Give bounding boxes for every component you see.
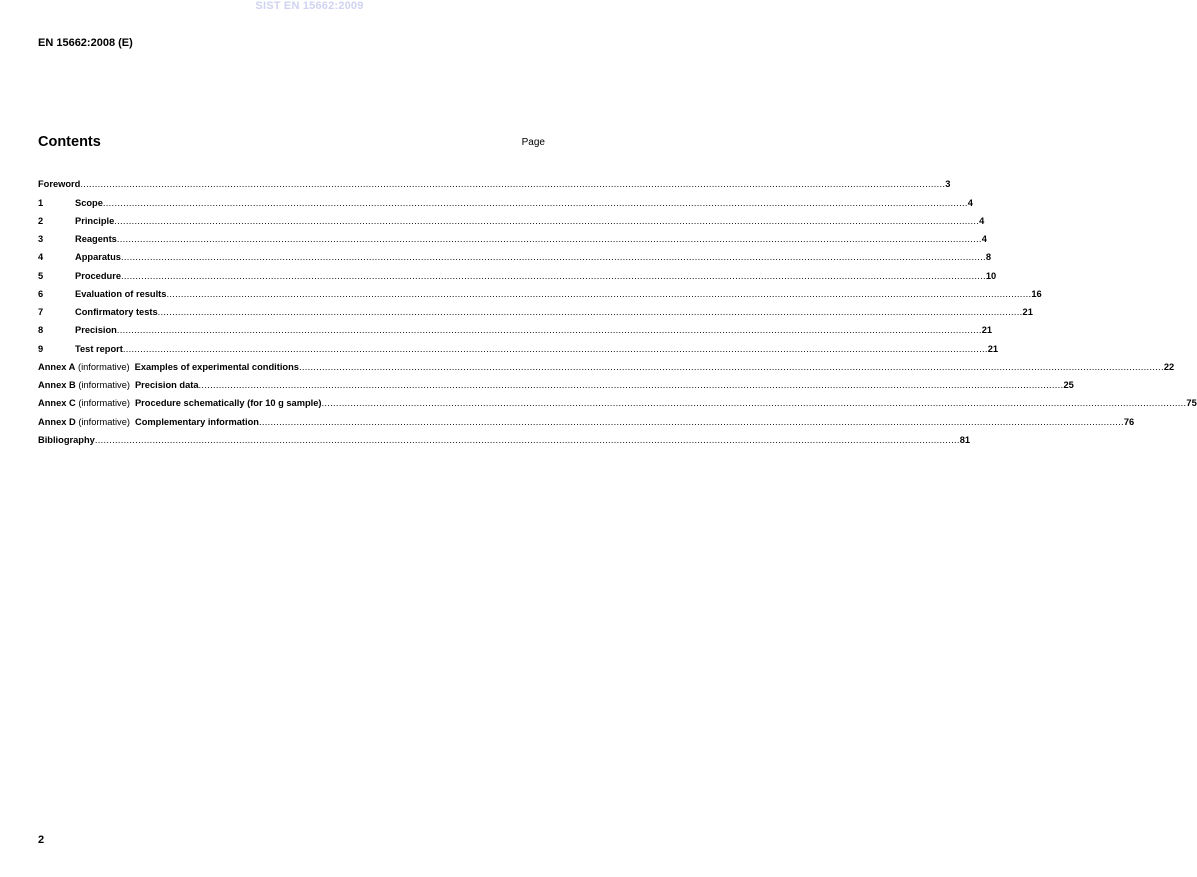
toc-entry-page: 8 <box>985 252 992 263</box>
toc-entry-page: 76 <box>1123 416 1135 427</box>
toc-leader-dots: ............................................................................................................................................................................................................................................................................................................ <box>116 234 982 244</box>
toc-annex-label: Annex A <box>38 361 76 372</box>
toc-leader-dots: ............................................................................................................................................................................................................................................................................................................ <box>157 307 1023 317</box>
toc-entry-page: 21 <box>1022 307 1033 317</box>
toc-entry-test-report[interactable] <box>38 336 999 354</box>
toc-leader-dots: ............................................................................................................................................................................................................................................................................................................ <box>116 325 982 336</box>
toc-entry-title: Bibliography <box>38 434 95 445</box>
toc-annex-label-group <box>38 416 135 428</box>
toc-annex-kind: (informative) <box>78 380 130 390</box>
toc-entry-reagents[interactable] <box>38 227 987 245</box>
toc-leader-dots: ............................................................................................................................................................................................................................................................................................................ <box>102 197 968 208</box>
toc-entry-title: Examples of experimental conditions <box>134 361 299 372</box>
toc-entry-page: 10 <box>985 270 997 281</box>
toc-leader-dots: ............................................................................................................................................................................................................................................................................................................ <box>258 416 1124 427</box>
toc-annex-label: Annex D <box>38 416 76 427</box>
toc-entry-evaluation-of-results[interactable] <box>38 282 1042 300</box>
toc-leader-dots: ............................................................................................................................................................................................................................................................................................................ <box>80 179 946 190</box>
toc-entry-title: Principle <box>75 215 115 226</box>
table-of-contents <box>38 172 1197 446</box>
toc-annex-label: Annex B <box>38 380 76 390</box>
toc-entry-number: 6 <box>38 288 44 299</box>
toc-entry-title: Apparatus <box>75 252 121 263</box>
toc-entry-page: 25 <box>1063 380 1074 390</box>
toc-entry-title: Foreword <box>38 179 81 190</box>
toc-entry-page: 21 <box>981 325 993 336</box>
watermark: SIST EN 15662:2009 <box>255 0 364 12</box>
toc-leader-dots: ............................................................................................................................................................................................................................................................................................................ <box>94 434 960 445</box>
toc-leader-dots: ............................................................................................................................................................................................................................................................................................................ <box>321 398 1187 409</box>
toc-annex-label: Annex C <box>38 398 76 409</box>
toc-leader-dots: ............................................................................................................................................................................................................................................................................................................ <box>114 215 980 226</box>
toc-leader-dots: ............................................................................................................................................................................................................................................................................................................ <box>198 380 1064 390</box>
toc-entry-page: 4 <box>967 197 973 208</box>
toc-entry-page: 4 <box>979 215 985 226</box>
toc-entry-principle[interactable] <box>38 209 985 227</box>
toc-entry-number: 7 <box>38 307 44 317</box>
toc-entry-scope[interactable] <box>38 190 973 208</box>
toc-entry-page: 22 <box>1163 361 1175 372</box>
toc-entry-page: 21 <box>987 343 999 354</box>
page-column-label: Page <box>521 137 545 148</box>
toc-annex-label-group <box>38 379 135 391</box>
toc-entry-page: 81 <box>959 434 971 445</box>
document-id: EN 15662:2008 (E) <box>38 37 133 49</box>
toc-entry-title: Complementary information <box>134 416 259 427</box>
toc-leader-dots: ............................................................................................................................................................................................................................................................................................................ <box>166 288 1032 299</box>
toc-entry-confirmatory-tests[interactable] <box>38 300 1033 318</box>
toc-annex-kind: (informative) <box>77 361 130 372</box>
toc-entry-number: 2 <box>38 215 44 226</box>
toc-entry-precision[interactable] <box>38 318 993 336</box>
toc-entry-title: Precision data <box>134 380 199 390</box>
toc-entry-number: 8 <box>38 325 44 336</box>
toc-annex-label-group <box>38 397 135 409</box>
toc-entry-title: Test report <box>75 343 123 354</box>
toc-leader-dots: ............................................................................................................................................................................................................................................................................................................ <box>120 252 986 263</box>
toc-entry-title: Confirmatory tests <box>75 307 158 317</box>
page-number: 2 <box>38 834 45 846</box>
toc-entry-number: 4 <box>38 252 44 263</box>
toc-leader-dots: ............................................................................................................................................................................................................................................................................................................ <box>122 343 988 354</box>
toc-entry-apparatus[interactable] <box>38 245 992 263</box>
toc-entry-title: Reagents <box>75 234 117 244</box>
toc-entry-title: Precision <box>75 325 117 336</box>
toc-leader-dots: ............................................................................................................................................................................................................................................................................................................ <box>298 361 1164 372</box>
toc-annex-c[interactable] <box>38 391 1197 409</box>
toc-annex-b[interactable] <box>38 373 1074 391</box>
toc-entry-page: 4 <box>981 234 987 244</box>
toc-entry-page: 75 <box>1186 398 1197 409</box>
toc-entry-page: 3 <box>945 179 951 190</box>
toc-entry-number: 9 <box>38 343 44 354</box>
toc-entry-page: 16 <box>1031 288 1042 299</box>
toc-entry-foreword[interactable] <box>38 172 951 190</box>
toc-entry-title: Procedure schematically (for 10 g sample) <box>134 398 322 409</box>
toc-entry-bibliography[interactable] <box>38 428 971 446</box>
toc-annex-d[interactable] <box>38 409 1135 427</box>
toc-leader-dots: ............................................................................................................................................................................................................................................................................................................ <box>121 270 986 281</box>
toc-entry-number: 1 <box>38 197 44 208</box>
toc-entry-title: Scope <box>75 197 103 208</box>
toc-annex-kind: (informative) <box>78 398 130 409</box>
toc-entry-number: 3 <box>38 234 44 244</box>
toc-entry-procedure[interactable] <box>38 263 997 281</box>
toc-annex-kind: (informative) <box>78 416 130 427</box>
toc-entry-number: 5 <box>38 270 44 281</box>
contents-title: Contents <box>38 134 101 150</box>
toc-entry-title: Evaluation of results <box>75 288 167 299</box>
toc-entry-title: Procedure <box>75 270 121 281</box>
toc-annex-a[interactable] <box>38 355 1175 373</box>
toc-annex-label-group <box>38 361 135 373</box>
